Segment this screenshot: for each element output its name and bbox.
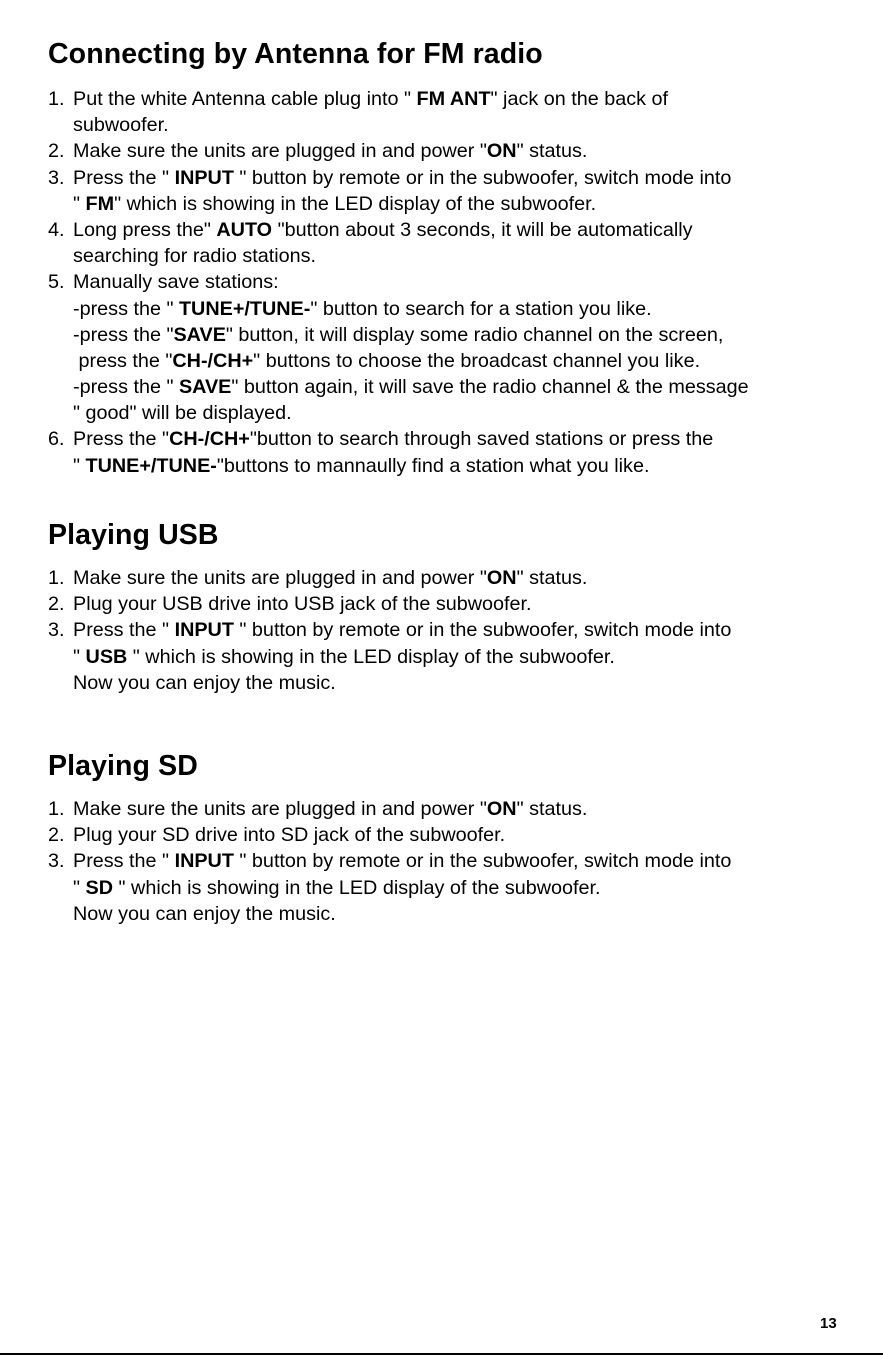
step-line <box>48 565 868 591</box>
step-number: 3. <box>48 850 65 873</box>
step-keyword: TUNE+/TUNE- <box>85 454 217 477</box>
step-line <box>48 644 868 670</box>
step-text: Long press the" <box>73 218 217 241</box>
step-number: 1. <box>48 567 65 589</box>
step-line <box>48 138 868 164</box>
step-keyword: ON <box>486 798 517 820</box>
step-line <box>48 165 868 191</box>
step-text: searching for radio stations. <box>73 245 316 268</box>
section-title-fm: Connecting by Antenna for FM radio <box>48 38 543 70</box>
step-text: Press the " <box>73 166 175 189</box>
step-text: " button by remote or in the subwoofer, switch mode into <box>233 166 732 189</box>
step-text: " button by remote or in the subwoofer, switch mode into <box>233 619 732 642</box>
step-line <box>48 296 868 322</box>
step-text: Plug your SD drive into SD jack of the subwoofer. <box>73 824 506 847</box>
usb-step-3 <box>48 617 868 696</box>
step-line <box>48 591 868 617</box>
step-keyword: INPUT <box>174 166 234 189</box>
step-number: 1. <box>48 798 65 820</box>
section-title-usb: Playing USB <box>48 519 219 551</box>
step-number: 1. <box>48 88 65 110</box>
fm-step-5 <box>48 269 868 426</box>
step-keyword: SAVE <box>178 376 232 399</box>
step-text: " status. <box>516 567 588 589</box>
step-number: 2. <box>48 140 65 163</box>
step-text: " which is showing in the LED display of the subwoofer. <box>113 876 601 899</box>
fm-step-1 <box>48 86 868 138</box>
step-text: " button again, it will save the radio channel & the message <box>231 376 749 399</box>
sd-step-2 <box>48 822 868 848</box>
step-text: -press the " <box>73 323 174 346</box>
step-number: 3. <box>48 619 65 642</box>
sd-step-1 <box>48 796 868 822</box>
fm-steps <box>48 86 868 479</box>
sd-steps <box>48 796 868 927</box>
step-keyword: TUNE+/TUNE- <box>178 297 311 320</box>
step-line <box>48 217 868 243</box>
step-text: " button to search for a station you like. <box>310 297 652 320</box>
step-text: " good" will be displayed. <box>73 402 292 425</box>
section-title-sd: Playing SD <box>48 750 198 782</box>
fm-step-6 <box>48 426 868 478</box>
step-line <box>48 191 868 217</box>
step-keyword: CH-/CH+ <box>169 428 250 451</box>
step-number: 5. <box>48 271 65 294</box>
step-keyword: INPUT <box>174 619 234 642</box>
step-number: 6. <box>48 428 65 451</box>
step-text: "button about 3 seconds, it will be automatically <box>272 218 693 241</box>
step-text: subwoofer. <box>73 114 169 137</box>
step-line <box>48 848 868 874</box>
sd-step-3 <box>48 848 868 927</box>
step-text: Manually save stations: <box>73 271 279 294</box>
step-text: -press the " <box>73 376 179 399</box>
fm-step-4 <box>48 217 868 269</box>
step-line <box>48 243 868 269</box>
fm-step-2 <box>48 138 868 164</box>
step-text: Make sure the units are plugged in and power " <box>73 567 487 589</box>
page-number: 13 <box>820 1315 837 1332</box>
step-line <box>48 453 868 479</box>
step-line <box>48 374 868 400</box>
step-number: 4. <box>48 218 65 241</box>
step-text: Press the " <box>73 428 170 451</box>
step-text: press the " <box>73 349 173 372</box>
step-keyword: SD <box>85 876 114 899</box>
step-text: "buttons to mannaully find a station what you like. <box>216 454 650 477</box>
step-text: " status. <box>516 140 588 163</box>
step-number: 3. <box>48 166 65 189</box>
step-number: 2. <box>48 593 65 616</box>
step-line <box>48 875 868 901</box>
step-keyword: SAVE <box>173 323 226 346</box>
usb-steps <box>48 565 868 696</box>
step-line <box>48 322 868 348</box>
step-text: " <box>73 454 86 477</box>
step-line <box>48 112 868 138</box>
step-keyword: INPUT <box>174 850 234 873</box>
step-text: " <box>73 645 86 668</box>
step-keyword: USB <box>85 645 128 668</box>
usb-step-2 <box>48 591 868 617</box>
fm-step-3 <box>48 165 868 217</box>
step-text: " buttons to choose the broadcast channel you like. <box>253 349 701 372</box>
step-keyword: ON <box>486 140 517 163</box>
step-text: " jack on the back of <box>490 88 668 110</box>
step-line <box>48 269 868 295</box>
step-number: 2. <box>48 824 65 847</box>
step-line <box>48 617 868 643</box>
step-text: " <box>73 876 86 899</box>
step-text: Press the " <box>73 850 175 873</box>
step-text: Make sure the units are plugged in and power " <box>73 798 487 820</box>
step-keyword: FM ANT <box>416 88 491 110</box>
step-text: " <box>73 192 86 215</box>
step-keyword: AUTO <box>216 218 273 241</box>
step-keyword: ON <box>486 567 517 589</box>
step-text: Plug your USB drive into USB jack of the subwoofer. <box>73 593 532 616</box>
step-line <box>48 348 868 374</box>
step-text: " which is showing in the LED display of the subwoofer. <box>114 192 597 215</box>
step-keyword: FM <box>85 192 115 215</box>
step-text: -press the " <box>73 297 179 320</box>
step-text: " button by remote or in the subwoofer, switch mode into <box>233 850 732 873</box>
step-text: " which is showing in the LED display of the subwoofer. <box>127 645 615 668</box>
step-line <box>48 400 868 426</box>
usb-step-1 <box>48 565 868 591</box>
step-line <box>48 822 868 848</box>
step-text: Now you can enjoy the music. <box>73 902 336 925</box>
step-line <box>48 796 868 822</box>
step-line <box>48 901 868 927</box>
step-text: Press the " <box>73 619 175 642</box>
step-text: Now you can enjoy the music. <box>73 671 336 694</box>
step-text: Put the white Antenna cable plug into " <box>73 88 417 110</box>
step-text: "button to search through saved stations or press the <box>249 428 714 451</box>
step-line <box>48 86 868 112</box>
step-text: " button, it will display some radio channel on the screen, <box>225 323 724 346</box>
step-line <box>48 670 868 696</box>
step-text: " status. <box>516 798 588 820</box>
step-text: Make sure the units are plugged in and power " <box>73 140 487 163</box>
step-line <box>48 426 868 452</box>
step-keyword: CH-/CH+ <box>172 349 254 372</box>
